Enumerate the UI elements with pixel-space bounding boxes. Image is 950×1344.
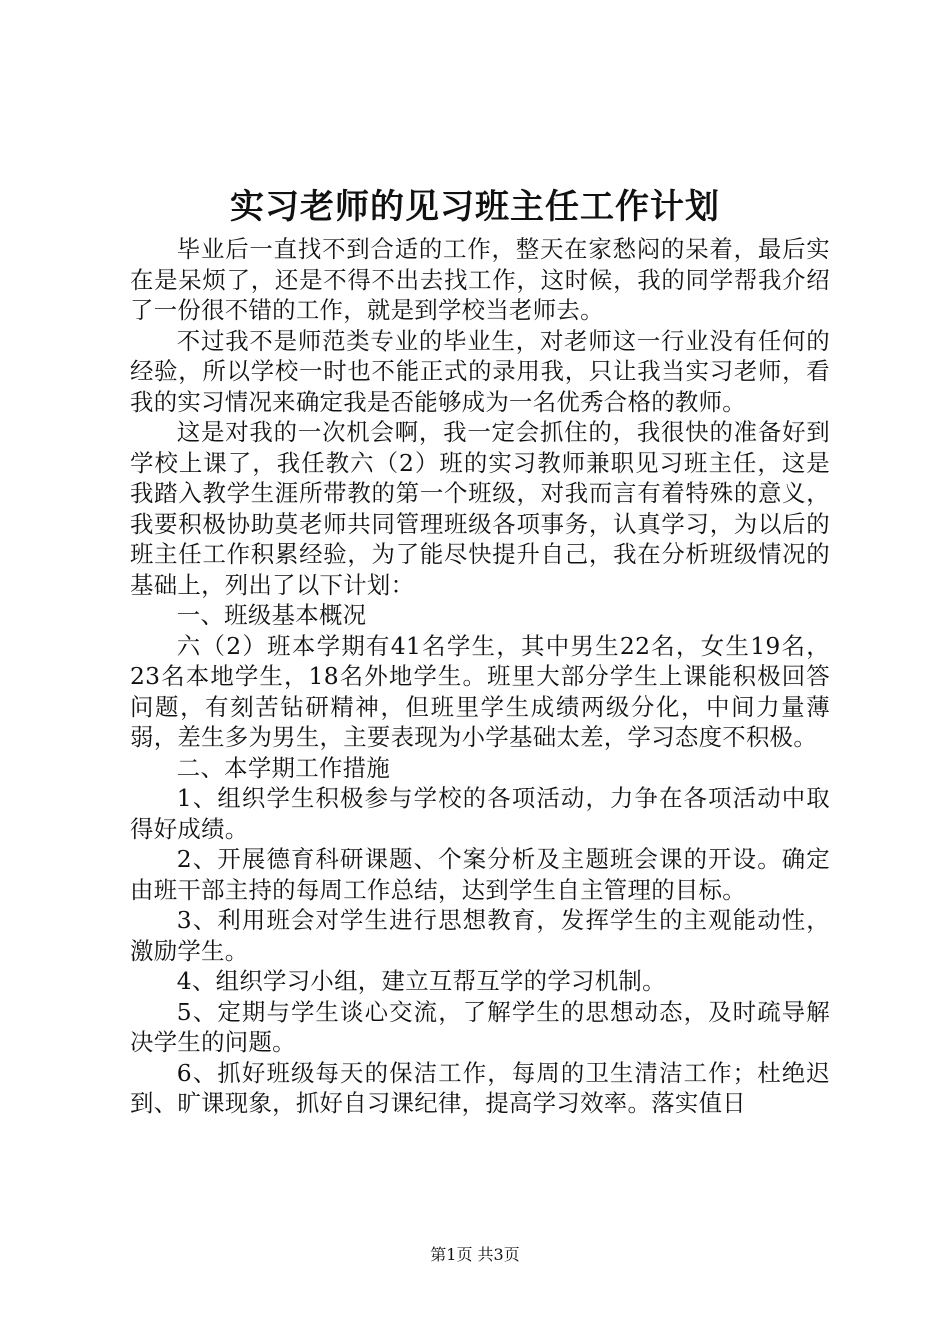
section-heading: 一、班级基本概况 (176, 601, 367, 629)
list-item: 1、组织学生积极参与学校的各项活动，力争在各项活动中取得好成绩。 (130, 784, 830, 843)
paragraph: 六（2）班本学期有41名学生，其中男生22名，女生19名，23名本地学生，18名外地学生。班里大部分学生上课能积极回答问题，有刻苦钻研精神，但班里学生成绩两级分化，中间力量薄弱，差生多为男生，主要表现为小学基础太差，学习态度不积极。 (130, 631, 830, 751)
list-item: 3、利用班会对学生进行思想教育，发挥学生的主观能动性，激励学生。 (130, 906, 830, 965)
paragraph: 毕业后一直找不到合适的工作，整天在家愁闷的呆着，最后实在是呆烦了，还是不得不出去找工作，这时候，我的同学帮我介绍了一份很不错的工作，就是到学校当老师去。 (130, 235, 830, 324)
document-body (130, 234, 830, 1119)
list-item: 2、开展德育科研课题、个案分析及主题班会课的开设。确定由班干部主持的每周工作总结，达到学生自主管理的目标。 (130, 845, 830, 904)
paragraph: 不过我不是师范类专业的毕业生，对老师这一行业没有任何的经验，所以学校一时也不能正式的录用我，只让我当实习老师，看我的实习情况来确定我是否能够成为一名优秀合格的教师。 (130, 326, 830, 416)
page-footer: 第1页 共3页 (430, 1245, 520, 1264)
section-heading: 二、本学期工作措施 (176, 753, 391, 782)
document-title: 实习老师的见习班主任工作计划 (230, 187, 720, 227)
paragraph: 这是对我的一次机会啊，我一定会抓住的，我很快的准备好到学校上课了，我任教六（2）班的实习教师兼职见习班主任，这是我踏入教学生涯所带教的第一个班级，对我而言有着特殊的意义，我要积极协助莫老师共同管理班级各项事务，认真学习，为以后的班主任工作积累经验，为了能尽快提升自己，我在分析班级情况的基础上，列出了以下计划： (130, 418, 830, 599)
list-item: 6、抓好班级每天的保洁工作，每周的卫生清洁工作；杜绝迟到、旷课现象，抓好自习课纪律，提高学习效率。落实值日 (130, 1058, 830, 1117)
list-item: 4、组织学习小组，建立互帮互学的学习机制。 (176, 967, 666, 995)
list-item: 5、定期与学生谈心交流，了解学生的思想动态，及时疏导解决学生的问题。 (130, 997, 830, 1056)
